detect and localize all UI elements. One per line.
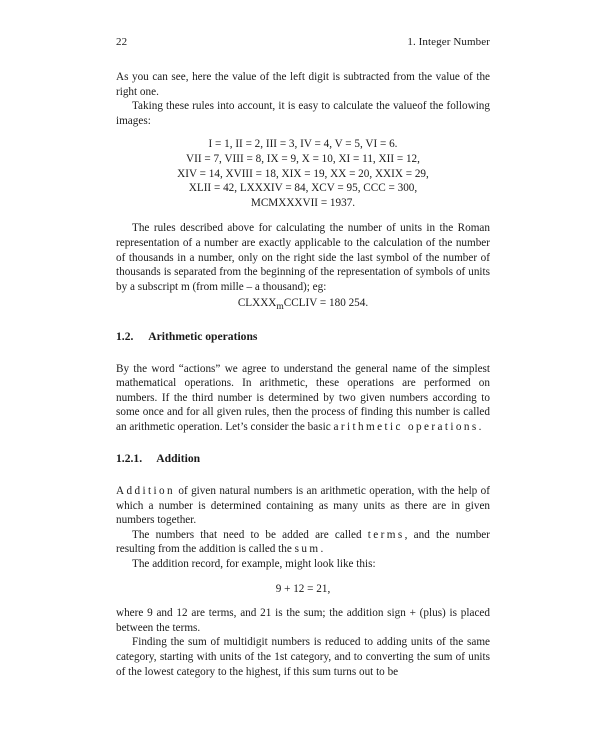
page-number: 22	[116, 36, 128, 48]
formula-thousands	[116, 296, 490, 312]
paragraph-addition-record: The addition record, for example, might look like this:	[132, 558, 376, 571]
page-body	[116, 70, 490, 679]
roman-line: MCMXXXVII = 1937.	[250, 196, 356, 209]
running-header	[116, 36, 490, 48]
roman-line: XLII = 42, LXXXIV = 84, XCV = 95, CCC = 300,	[188, 182, 418, 195]
emphasis-arithmetic-operations: arithmetic operations	[333, 420, 479, 433]
formula-thousands-prefix: CLXXX	[237, 297, 277, 310]
emphasis-sum: sum	[294, 543, 321, 556]
paragraph-text: , and the number resulting from the addition is called the	[116, 528, 490, 556]
paragraph-terms-sum	[116, 528, 490, 557]
roman-line: XIV = 14, XVIII = 18, XIX = 19, XX = 20, XXIX = 29,	[177, 167, 429, 180]
paragraph-actions-definition	[116, 362, 490, 435]
section-title: Arithmetic operations	[148, 329, 258, 343]
subsection-heading-addition	[116, 452, 490, 467]
formula-addition: 9 + 12 = 21,	[275, 582, 331, 595]
roman-line: I = 1, II = 2, III = 3, IV = 4, V = 5, VI = 6.	[208, 138, 398, 151]
section-heading-arithmetic-operations	[116, 330, 490, 345]
roman-line: VII = 7, VIII = 8, IX = 9, X = 10, XI = 11, XII = 12,	[186, 152, 420, 165]
paragraph-end: .	[478, 420, 482, 433]
section-number: 1.2.	[116, 329, 134, 343]
paragraph-text: By the word “actions” we agree to understand the general name of the simplest mathematical operations. In arithmetic, these operations are performed on numbers. If the third number is determined by two given numbers according to some once and for all given rules, then the process of finding this number is called an arithmetic operation. Let’s consider the basic	[116, 362, 490, 433]
paragraph-terms-explanation: where 9 and 12 are terms, and 21 is the sum; the addition sign + (plus) is placed between the terms.	[116, 607, 490, 634]
running-title: 1. Integer Number	[407, 36, 490, 48]
paragraph-multidigit-sum: Finding the sum of multidigit numbers is reduced to adding units of the same category, starting with units of the 1st category, and to converting the sum of units of the lowest category to the highest, if this sum turns out to be	[116, 636, 490, 678]
paragraph-subtraction-note: As you can see, here the value of the left digit is subtracted from the value of the right one.	[116, 71, 490, 98]
paragraph-thousands-rule: The rules described above for calculating the number of units in the Roman representation of a number are exactly applicable to the calculation of the number of thousands in a number, only on the right side the last symbol of the number of thousands is separated from the beginning of the representation of symbols of units by a subscript m (from mille – a thousand); eg:	[116, 222, 490, 293]
emphasis-terms: terms	[367, 528, 405, 541]
roman-numeral-examples	[116, 137, 490, 210]
paragraph-addition-definition	[116, 484, 490, 528]
subsection-title: Addition	[156, 452, 201, 466]
subsection-number: 1.2.1.	[116, 452, 143, 466]
paragraph-end: .	[320, 543, 324, 556]
formula-thousands-subscript: m	[276, 302, 284, 313]
paragraph-text: The numbers that need to be added are called	[132, 528, 368, 541]
paragraph-text: of given natural numbers is an arithmetic operation, with the help of which a number is determined containing as many units as there are in given numbers together.	[116, 485, 490, 527]
paragraph-rules-intro: Taking these rules into account, it is easy to calculate the valueof the following images:	[116, 100, 490, 127]
formula-thousands-suffix: CCLIV = 180 254.	[283, 297, 369, 310]
emphasis-addition: Addition	[116, 485, 175, 498]
